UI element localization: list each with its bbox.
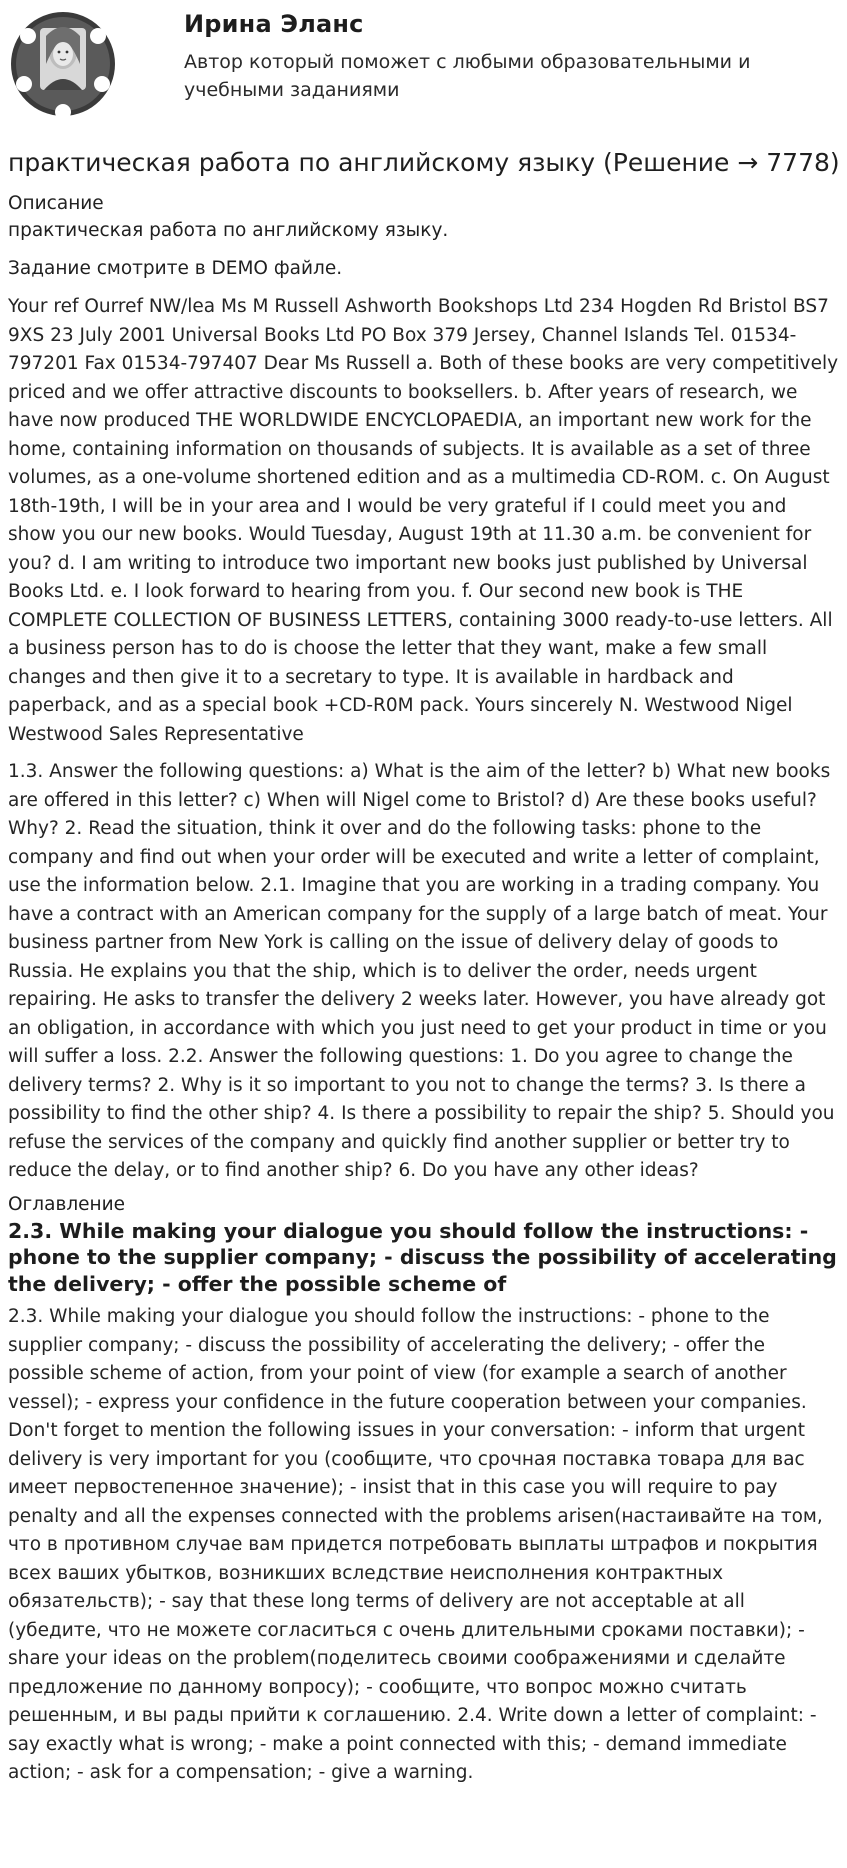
- main-content: [8, 146, 840, 1788]
- author-header: [0, 0, 847, 140]
- spacer: [8, 283, 840, 293]
- letter-text-paragraph: Your ref Ourref NW/lea Ms M Russell Ashworth Bookshops Ltd 234 Hogden Rd Bristol BS7 9XS 23 July 2001 Universal Books Ltd PO Box 379 Jersey, Channel Islands Tel. 01534-797201 Fax 01534-797407 Dear Ms Russell a. Both of these books are very competitively priced and we offer attractive discounts to booksellers. b. After years of research, we have now produced THE WORLDWIDE ENCYCLOPAEDIA, an important new work for the home, containing information on thousands of subjects. It is available as a set of three volumes, as a one-volume shortened edition and as a multimedia CD-ROM. c. On August 18th-19th, I will be in your area and I would be very grateful if I could meet you and show you our new books. Would Tuesday, August 19th at 11.30 a.m. be convenient for you? d. I am writing to introduce two important new books just published by Universal Books Ltd. e. I look forward to hearing from you. f. Our second new book is THE COMPLETE COLLECTION OF BUSINESS LETTERS, containing 3000 ready-to-use letters. All a business person has to do is choose the letter that they want, make a few small changes and then give it to a secretary to type. It is available in hardback and paperback, and as a special book +CD-R0M pack. Yours sincerely N. Westwood Nigel Westwood Sales Representative: [8, 296, 839, 745]
- description-line-2: Задание смотрите в DEMO файле.: [8, 258, 343, 279]
- author-name[interactable]: Ирина Эланс: [184, 10, 364, 38]
- toc-body-paragraph: 2.3. While making your dialogue you should follow the instructions: - phone to the supplier company; - discuss the possibility of accelerating the delivery; - offer the possible scheme of action, from your point of view (for example a search of another vessel); - express your confidence in the future cooperation between your companies. Don't forget to mention the following issues in your conversation: - inform that urgent delivery is very important for you (сообщите, что срочная поставка товара для вас имеет первостепенное значение); - insist that in this case you will require to pay penalty and all the expenses connected with the problems arisen(настаивайте на том, что в противном случае вам придется потребовать выплаты штрафов и покрытия всех ваших убытков, возникших вследствие неисполнения контрактных обязательств); - say that these long terms of delivery are not acceptable at all (убедите, что не можете согласиться с очень длительными сроками поставки); - share your ideas on the problem(поделитесь своими соображениями и сделайте предложение по данному вопросу); - сообщите, что вопрос можно считать решенным, и вы рады прийти к соглашению. 2.4. Write down a letter of complaint: - say exactly what is wrong; - make a point connected with this; - demand immediate action; - ask for a compensation; - give a warning.: [8, 1306, 823, 1783]
- spacer: [8, 245, 840, 255]
- author-description: Автор который поможет с любыми образовательными и учебными заданиями: [184, 51, 751, 101]
- toc-label: Оглавление: [8, 1193, 126, 1215]
- description-label: Описание: [8, 193, 104, 214]
- author-avatar[interactable]: [8, 6, 118, 124]
- page-title: практическая работа по английскому языку (Решение → 7778): [8, 148, 840, 177]
- toc-heading: 2.3. While making your dialogue you should follow the instructions: - phone to the supplier company; - discuss the possibility of accelerating the delivery; - offer the possible scheme of: [8, 1218, 837, 1296]
- tasks-text-paragraph: 1.3. Answer the following questions: a) What is the aim of the letter? b) What new books are offered in this letter? c) When will Nigel come to Bristol? d) Are these books useful? Why? 2. Read the situation, think it over and do the following tasks: phone to the company and find out when your order will be executed and write a letter of complaint, use the information below. 2.1. Imagine that you are working in a trading company. You have a contract with an American company for the supply of a large batch of meat. Your business partner from New York is calling on the issue of delivery delay of goods to Russia. He explains you that the ship, which is to deliver the order, needs urgent repairing. He asks to transfer the delivery 2 weeks later. However, you have already got an obligation, in accordance with which you just need to get your product in time or you will suffer a loss. 2.2. Answer the following questions: 1. Do you agree to change the delivery terms? 2. Why is it so important to you not to change the terms? 3. Is there a possibility to find the other ship? 4. Is there a possibility to repair the ship? 5. Should you refuse the services of the company and quickly find another supplier or better try to reduce the delay, or to find another ship? 6. Do you have any other ideas?: [8, 761, 835, 1181]
- description-line-1: практическая работа по английскому языку.: [8, 220, 449, 241]
